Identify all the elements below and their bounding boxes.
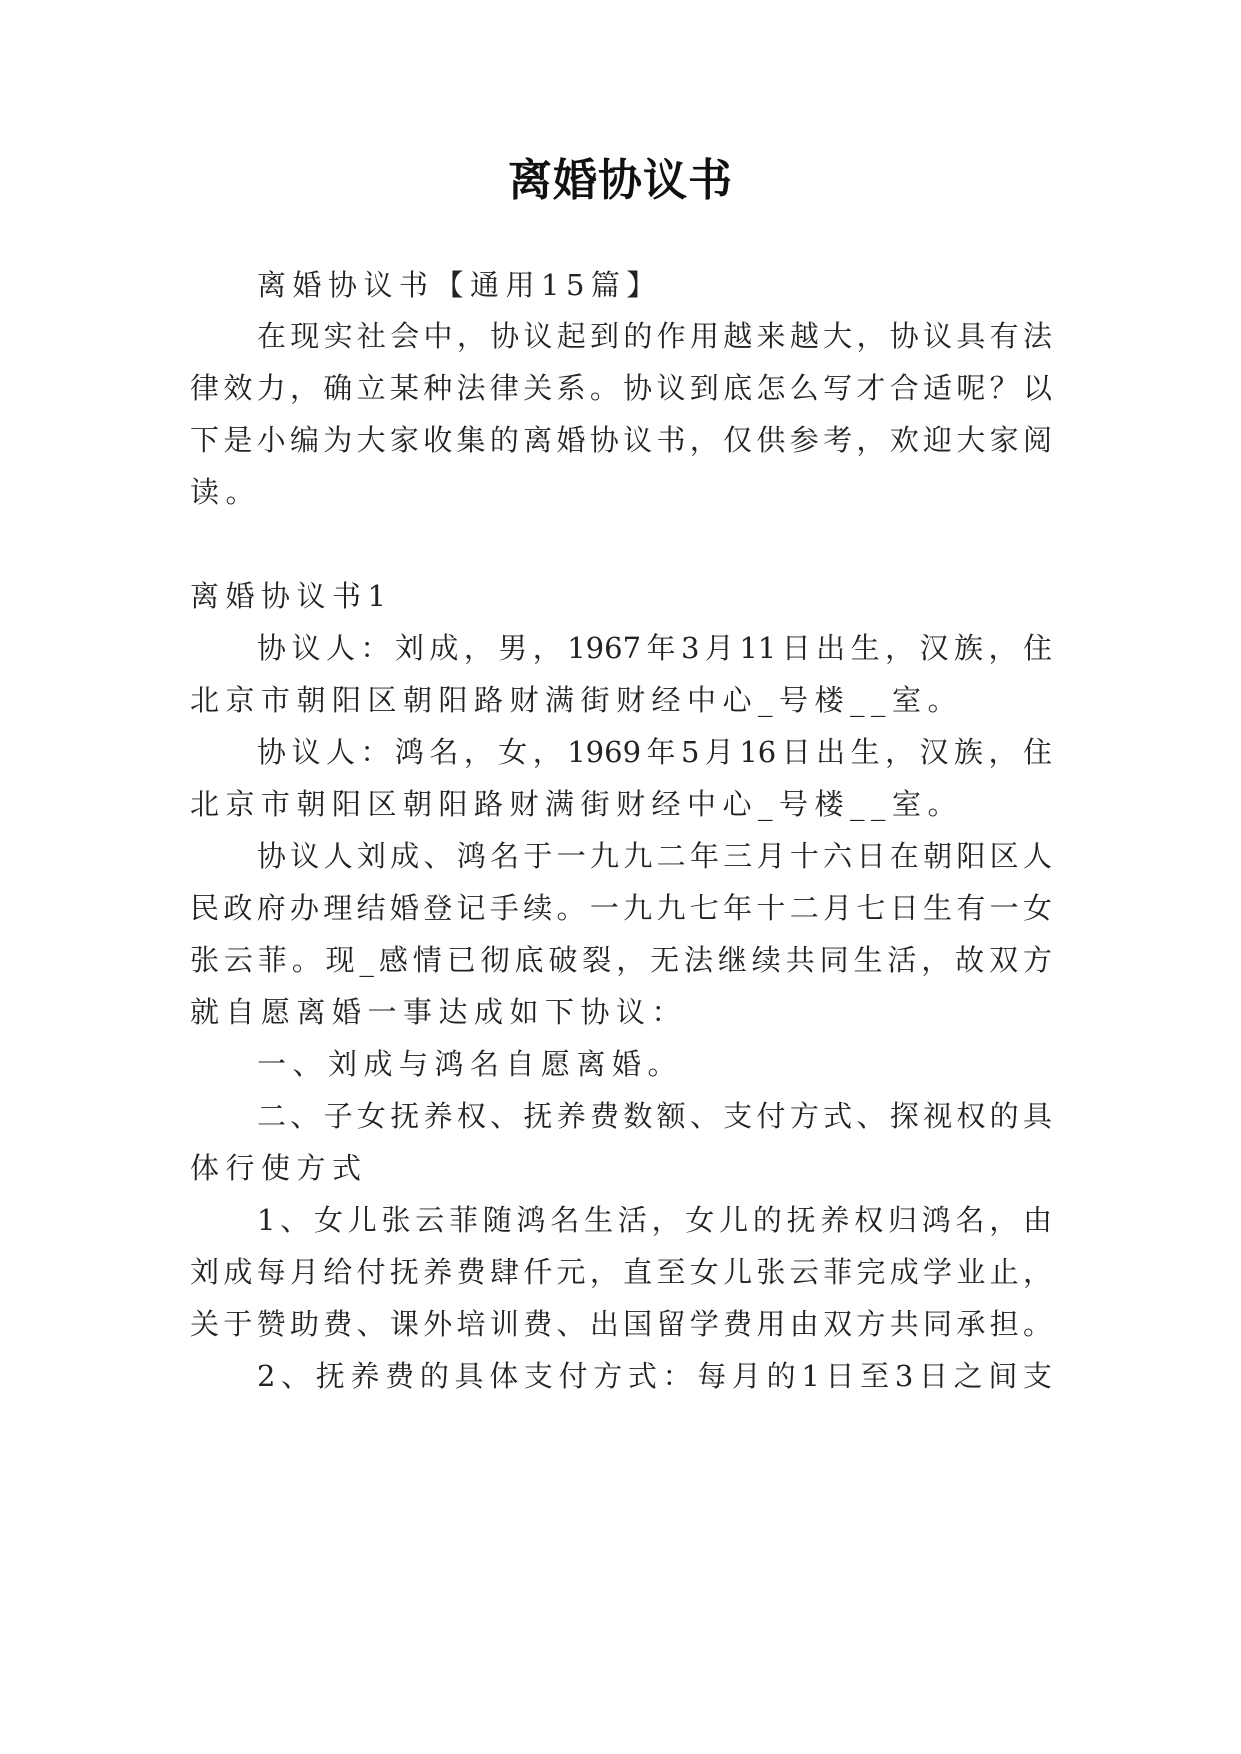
paragraph-line: 北京市朝阳区朝阳路财满街财经中心_号楼__室。 [190,683,964,717]
paragraph-line: 读。 [190,475,262,509]
section-heading: 离婚协议书1 [190,579,393,613]
document-title: 离婚协议书 [508,155,733,206]
paragraph-line: 1、女儿张云菲随鸿名生活，女儿的抚养权归鸿名，由 [257,1203,1052,1237]
paragraph-line: 北京市朝阳区朝阳路财满街财经中心_号楼__室。 [190,787,964,821]
paragraph-line: 刘成每月给付抚养费肆仟元，直至女儿张云菲完成学业止， [190,1255,1052,1289]
paragraph-line: 协议人刘成、鸿名于一九九二年三月十六日在朝阳区人 [257,839,1052,873]
paragraph-line: 张云菲。现_感情已彻底破裂，无法继续共同生活，故双方 [190,943,1052,977]
paragraph-line: 关于赞助费、课外培训费、出国留学费用由双方共同承担。 [190,1307,1052,1341]
paragraph-line: 2、抚养费的具体支付方式：每月的1日至3日之间支 [257,1359,1052,1393]
subtitle-line: 离婚协议书【通用15篇】 [257,268,662,302]
paragraph-line: 二、子女抚养权、抚养费数额、支付方式、探视权的具 [257,1099,1052,1133]
paragraph-line: 律效力，确立某种法律关系。协议到底怎么写才合适呢？以 [190,371,1052,405]
paragraph-line: 就自愿离婚一事达成如下协议： [190,995,688,1029]
paragraph-line: 一、刘成与鸿名自愿离婚。 [257,1047,684,1081]
paragraph-line: 在现实社会中，协议起到的作用越来越大，协议具有法 [257,319,1052,353]
paragraph-line: 民政府办理结婚登记手续。一九九七年十二月七日生有一女 [190,891,1052,925]
paragraph-line: 协议人：鸿名，女，1969年5月16日出生，汉族，住 [257,735,1052,769]
paragraph-line: 协议人：刘成，男，1967年3月11日出生，汉族，住 [257,631,1052,665]
paragraph-line: 体行使方式 [190,1151,368,1185]
paragraph-line: 下是小编为大家收集的离婚协议书，仅供参考，欢迎大家阅 [190,423,1052,457]
